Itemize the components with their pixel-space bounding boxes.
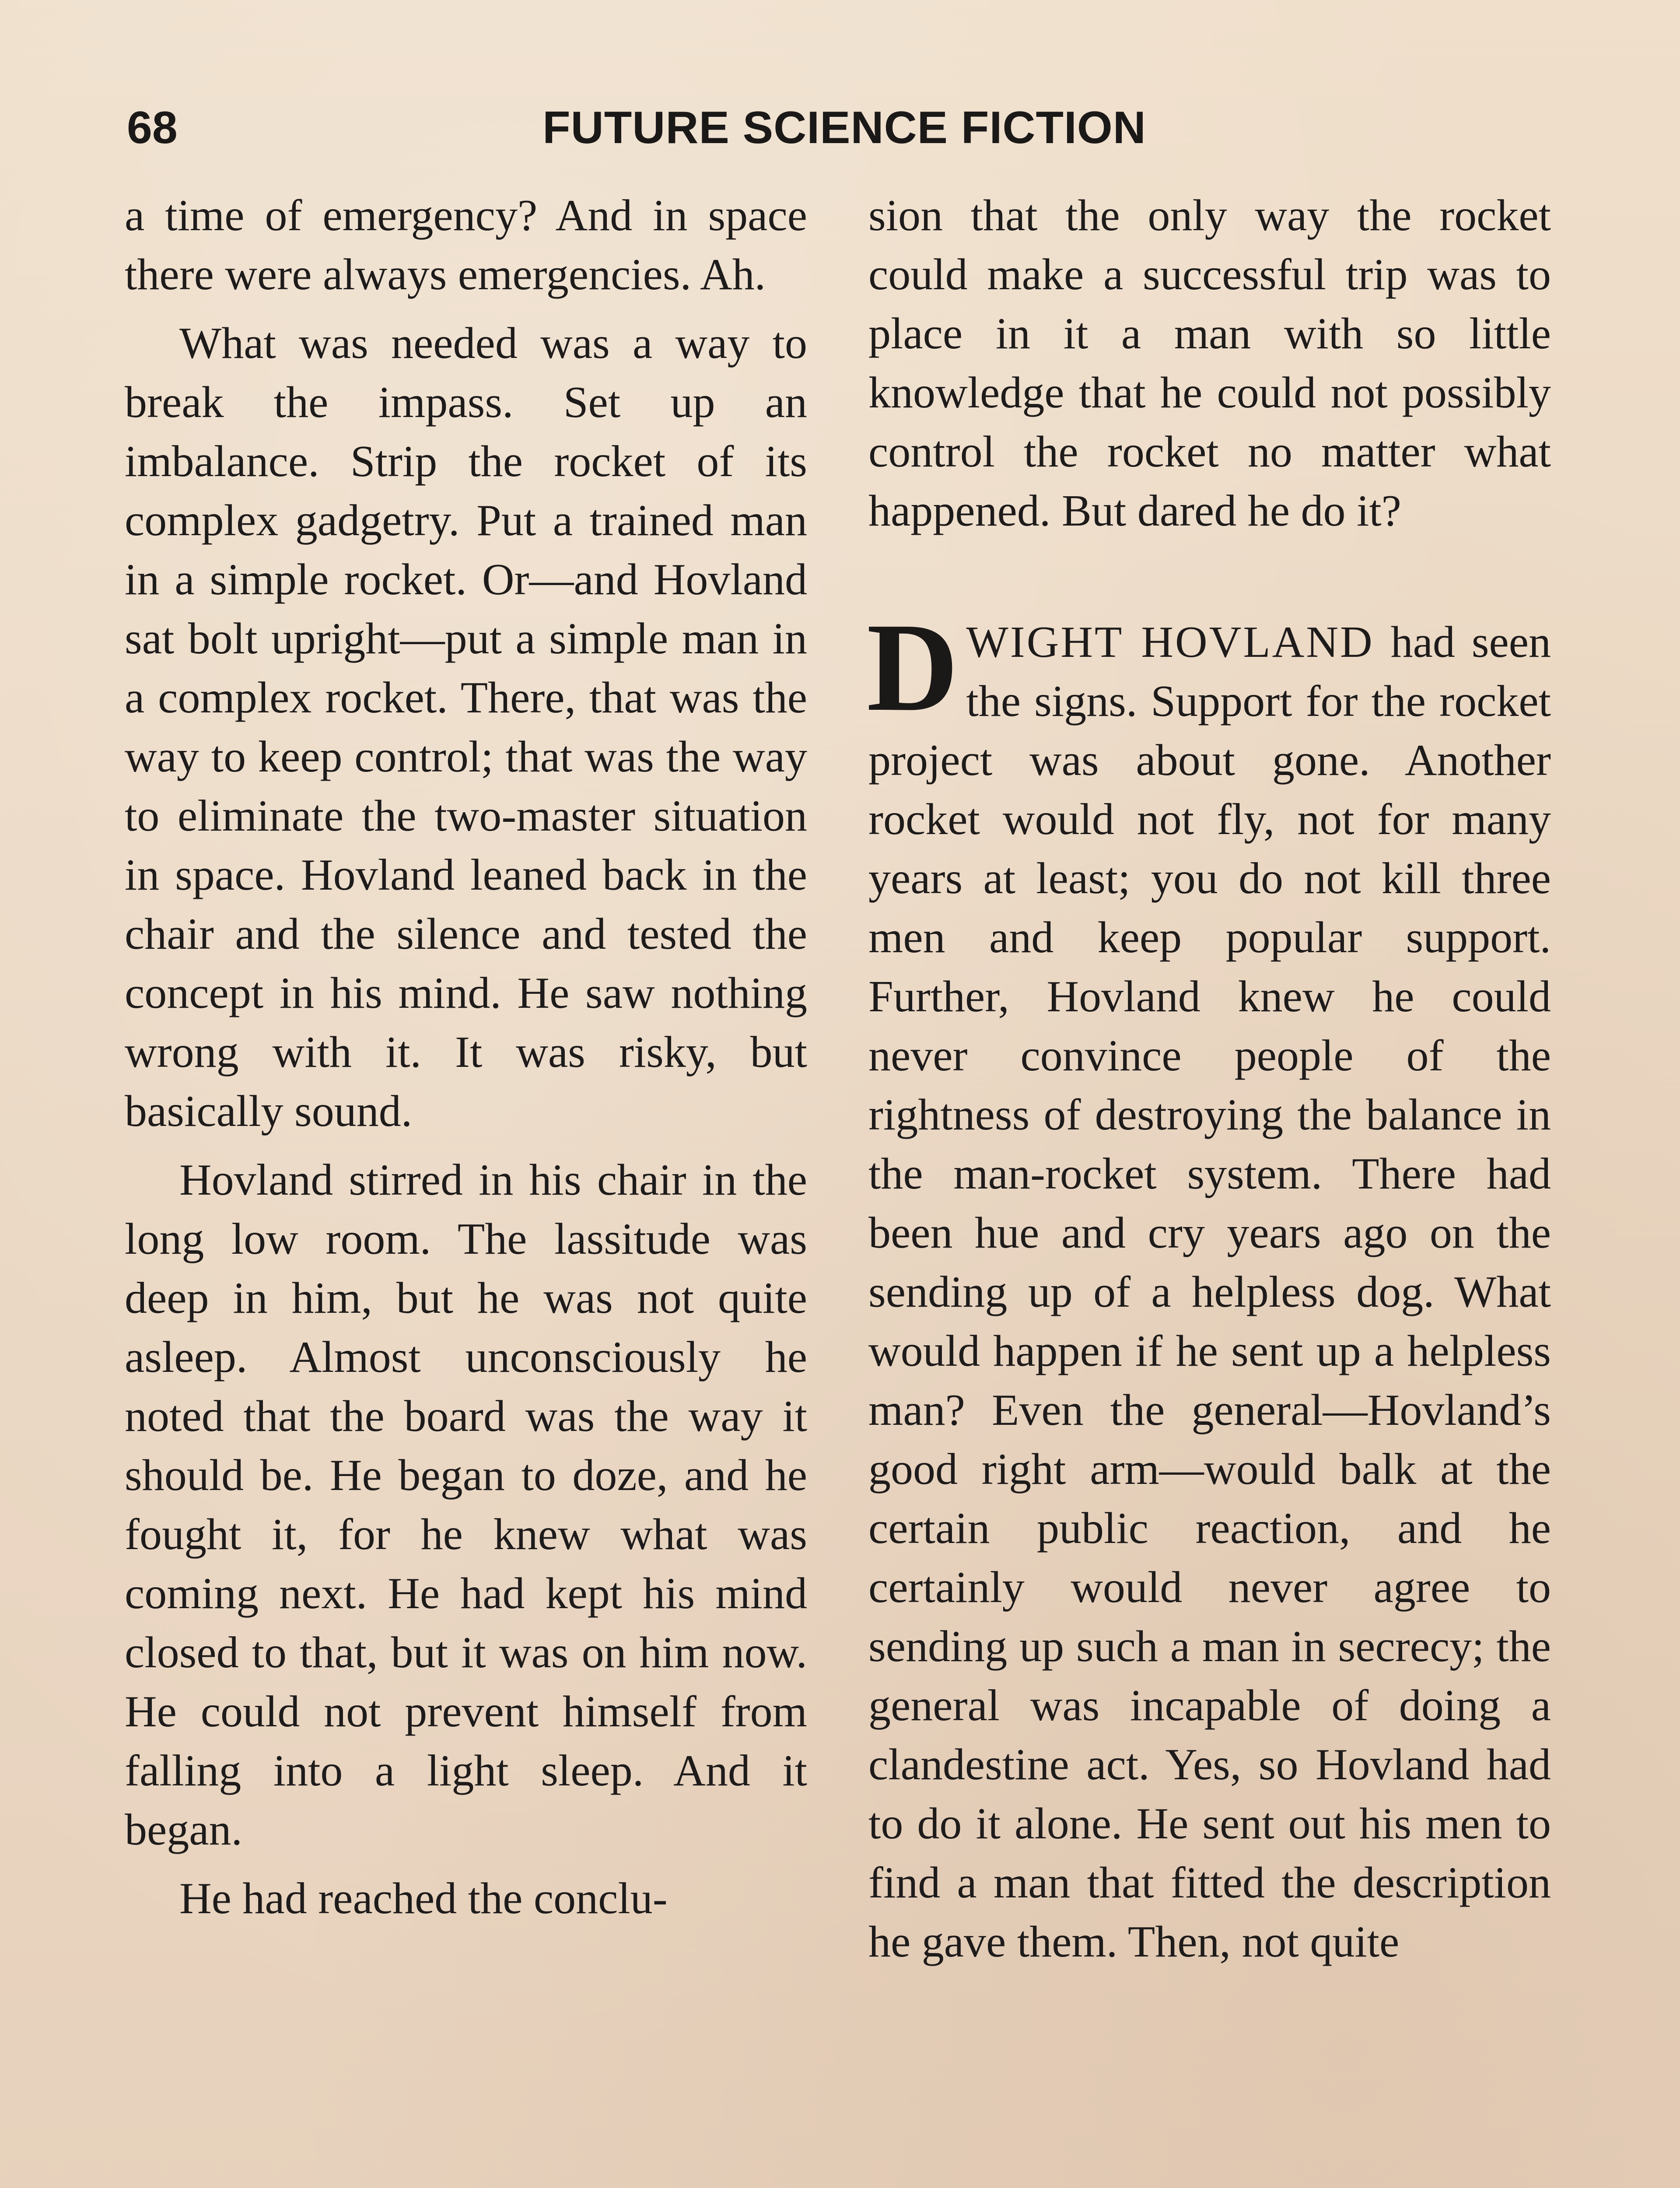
paragraph: a time of emergency? And in space there were always emergencies. Ah. — [125, 191, 807, 299]
paragraph: He had reached the conclu- — [179, 1874, 668, 1923]
running-head: FUTURE SCIENCE FICTION — [542, 102, 1146, 153]
left-column — [125, 186, 807, 1928]
page-number: 68 — [127, 102, 178, 153]
right-column — [868, 186, 1551, 1971]
paragraph: sion that the only way the rocket could make a successful trip was to place in it a man with so little knowledge that he could not possibly control the rocket no matter what happened. But dared he do it? — [868, 191, 1551, 536]
paragraph: Hovland stirred in his chair in the long low room. The lassitude was deep in him, but he was not quite asleep. Almost unconsciously he noted that the board was the way it should be. He began to doze, and he fought it, for he knew what was coming next. He had kept his mind closed to that, but it was on him now. He could not prevent himself from falling into a light sleep. And it began. — [125, 1155, 807, 1855]
drop-cap: D — [867, 597, 959, 737]
section-body-text: had seen the signs. Support for the rocket project was about gone. Another rocket would not fly, not for many years at least; you do not kill three men and keep popular support. Further, Hovland knew he could never convince people of the rightness of destroying the balance in the man-rocket system. There had been hue and cry years ago on the sending up of a helpless dog. What would happen if he sent up a helpless man? Even the general—Hovland’s good right arm—would balk at the certain public reaction, and he certainly would never agree to sending up such a man in secrecy; the general was incapable of doing a clandestine act. Yes, so Hovland had to do it alone. He sent out his men to find a man that fitted the description he gave them. Then, not quite — [868, 617, 1551, 1967]
section-opening-paragraph — [867, 597, 1551, 1971]
lead-in-caps: WIGHT HOVLAND — [966, 617, 1374, 667]
paragraph: What was needed was a way to break the impass. Set up an imbalance. Strip the rocket of its complex gadgetry. Put a trained man in a simple rocket. Or—and Hovland sat bolt upright—put a simple man in a complex rocket. There, that was the way to keep control; that was the way to eliminate the two-master situation in space. Hovland leaned back in the chair and the silence and tested the concept in his mind. He saw nothing wrong with it. It was risky, but basically sound. — [125, 319, 807, 1136]
